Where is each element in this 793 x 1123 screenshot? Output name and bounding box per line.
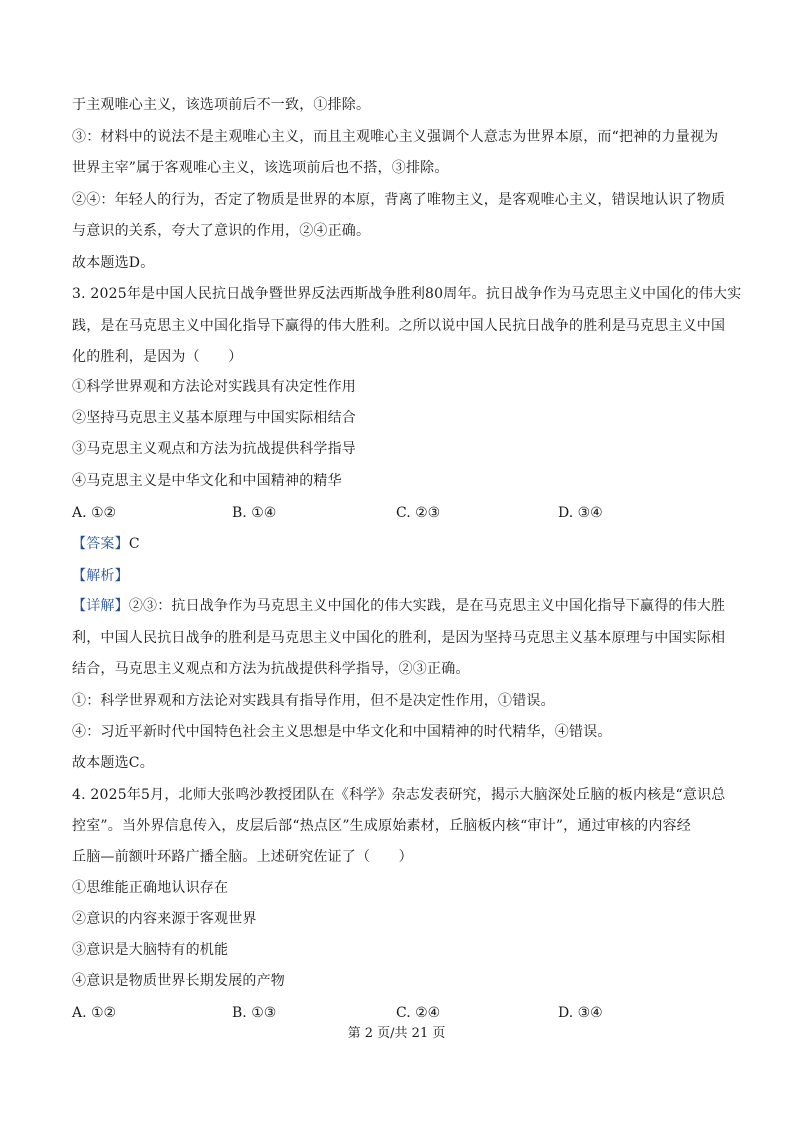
analysis-tag: 【解析】 <box>72 568 129 584</box>
option-c: C. ②③ <box>396 505 441 521</box>
detail-line: 结合，马克思主义观点和方法为抗战提供科学指导，②③正确。 <box>72 661 470 677</box>
question-3-item: ②坚持马克思主义基本原理与中国实际相结合 <box>72 410 356 426</box>
option-a: A. ①② <box>72 505 117 521</box>
question-4-item: ④意识是物质世界长期发展的产物 <box>72 973 285 989</box>
option-d: D. ③④ <box>558 1005 603 1021</box>
option-b: B. ①④ <box>232 505 277 521</box>
text-line: 于主观唯心主义，该选项前后不一致，①排除。 <box>72 97 371 113</box>
answer-line <box>72 535 722 553</box>
question-4-item: ③意识是大脑特有的机能 <box>72 942 229 958</box>
detail-line: 利，中国人民抗日战争的胜利是马克思主义中国化的胜利，是因为坚持马克思主义基本原理与中国实际相 <box>72 630 726 646</box>
question-3-item: ③马克思主义观点和方法为抗战提供科学指导 <box>72 441 356 457</box>
question-3-item: ①科学世界观和方法论对实践具有决定性作用 <box>72 379 356 395</box>
question-4-stem: 控室”。当外界信息传入，皮层后部“热点区”生成原始素材，丘脑板内核“审计”，通过审核的内容经 <box>72 818 691 834</box>
analysis-line <box>72 567 722 585</box>
question-4-item: ②意识的内容来源于客观世界 <box>72 911 257 927</box>
question-4-stem: 丘脑—前额叶环路广播全脑。上述研究佐证了（ ） <box>72 849 413 865</box>
answer-tag: 【答案】 <box>72 536 129 552</box>
text-line: ②④：年轻人的行为，否定了物质是世界的本原，背离了唯物主义，是客观唯心主义，错误地认识了物质 <box>72 192 726 208</box>
option-c: C. ②④ <box>396 1005 441 1021</box>
detail-line: ①：科学世界观和方法论对实践具有指导作用，但不是决定性作用，①错误。 <box>72 693 555 709</box>
answer-value: C <box>128 536 140 552</box>
question-3-options <box>72 504 722 522</box>
detail-line <box>72 597 726 615</box>
question-3-item: ④马克思主义是中华文化和中国精神的精华 <box>72 473 342 489</box>
option-b: B. ①③ <box>232 1005 277 1021</box>
question-3-stem: 化的胜利，是因为（ ） <box>72 349 243 365</box>
detail-line: ④：习近平新时代中国特色社会主义思想是中华文化和中国精神的时代精华，④错误。 <box>72 724 612 740</box>
conclusion-line: 故本题选C。 <box>72 755 154 771</box>
page-footer: 第 2 页/共 21 页 <box>347 1026 446 1041</box>
text-line: 与意识的关系，夸大了意识的作用，②④正确。 <box>72 223 371 239</box>
detail-tag: 【详解】 <box>72 598 129 614</box>
question-4-item: ①思维能正确地认识存在 <box>72 880 229 896</box>
detail-text: ②③：抗日战争作为马克思主义中国化的伟大实践，是在马克思主义中国化指导下赢得的伟大胜 <box>128 598 726 614</box>
question-4-stem: 4. 2025年5月，北师大张鸣沙教授团队在《科学》杂志发表研究，揭示大脑深处丘脑的板内核是“意识总 <box>72 787 726 803</box>
question-3-stem: 践，是在马克思主义中国化指导下赢得的伟大胜利。之所以说中国人民抗日战争的胜利是马克思主义中国 <box>72 318 726 334</box>
question-4-options <box>72 1004 722 1022</box>
question-3-stem: 3. 2025年是中国人民抗日战争暨世界反法西斯战争胜利80周年。抗日战争作为马克思主义中国化的伟大实 <box>72 286 742 302</box>
text-line: ③：材料中的说法不是主观唯心主义，而且主观唯心主义强调个人意志为世界本原，而“把神的力量视为 <box>72 129 719 145</box>
option-a: A. ①② <box>72 1005 117 1021</box>
option-d: D. ③④ <box>558 505 603 521</box>
conclusion-line: 故本题选D。 <box>72 255 155 271</box>
text-line: 世界主宰”属于客观唯心主义，该选项前后也不搭，③排除。 <box>72 160 449 176</box>
